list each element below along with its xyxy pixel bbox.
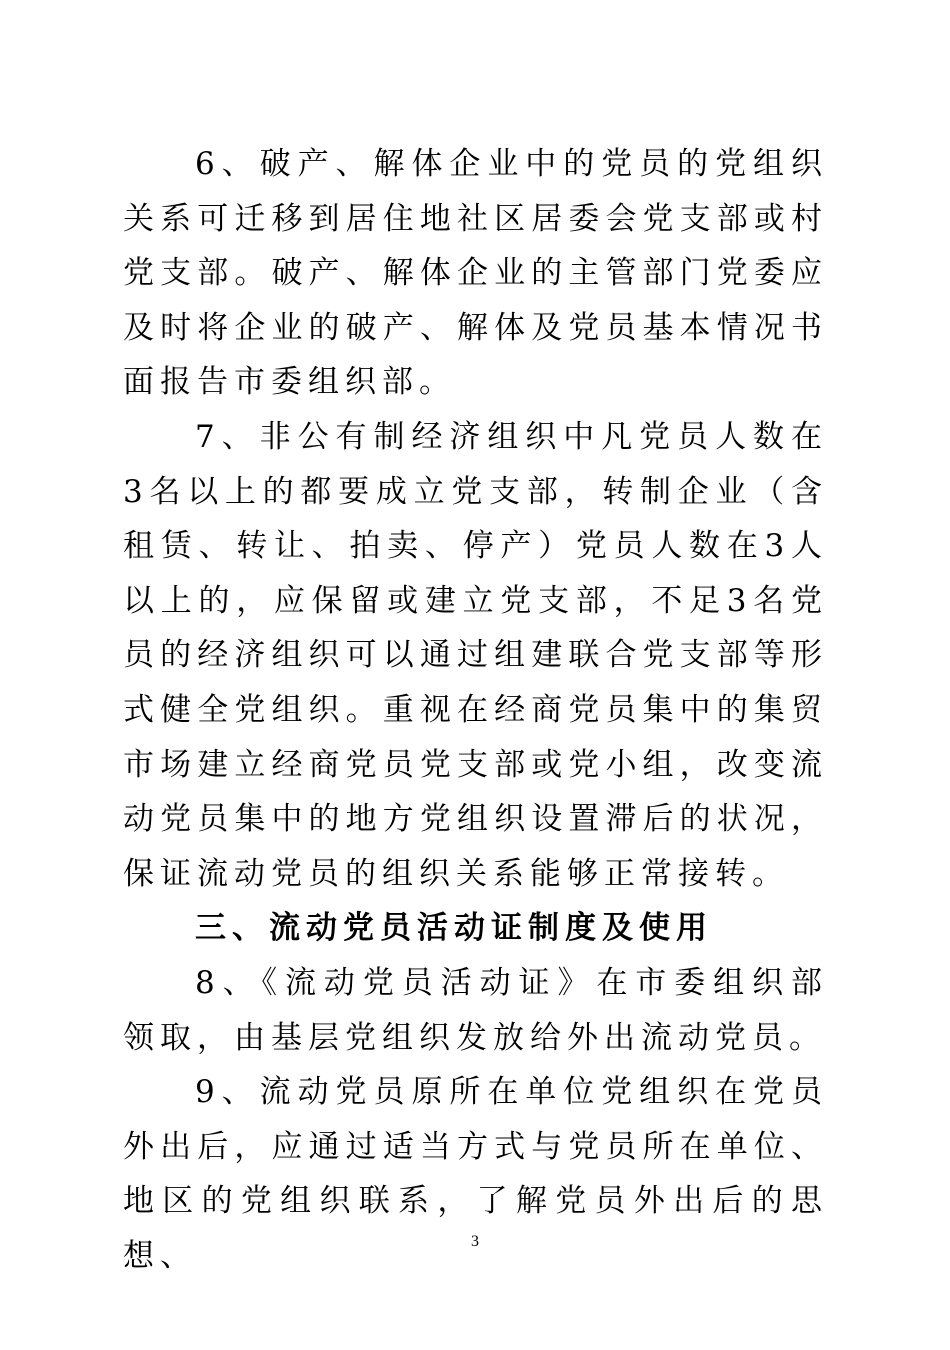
paragraph-6: 6、破产、解体企业中的党员的党组织关系可迁移到居住地社区居委会党支部或村党支部。破产、解体企业的主管部门党委应及时将企业的破产、解体及党员基本情况书面报告市委组织部。 [123,146,828,401]
section-heading: 三、流动党员活动证制度及使用 [195,910,713,947]
paragraph-8: 8、《流动党员活动证》在市委组织部领取，由基层党组织发放给外出流动党员。 [123,964,828,1056]
page-number: 3 [471,1233,479,1250]
paragraph-7: 7、非公有制经济组织中凡党员人数在3名以上的都要成立党支部，转制企业（含租赁、转让、拍卖、停产）党员人数在3人以上的，应保留或建立党支部，不足3名党员的经济组织可以通过组建联合党支部等形式健全党组织。重视在经商党员集中的集贸市场建立经商党员党支部或党小组，改变流动党员集中的地方党组织设置滞后的状况，保证流动党员的组织关系能够正常接转。 [123,418,828,892]
body-text [123,137,828,1283]
paragraph-9: 9、流动党员原所在单位党组织在党员外出后，应通过适当方式与党员所在单位、地区的党组织联系，了解党员外出后的思想、 [123,1074,828,1274]
